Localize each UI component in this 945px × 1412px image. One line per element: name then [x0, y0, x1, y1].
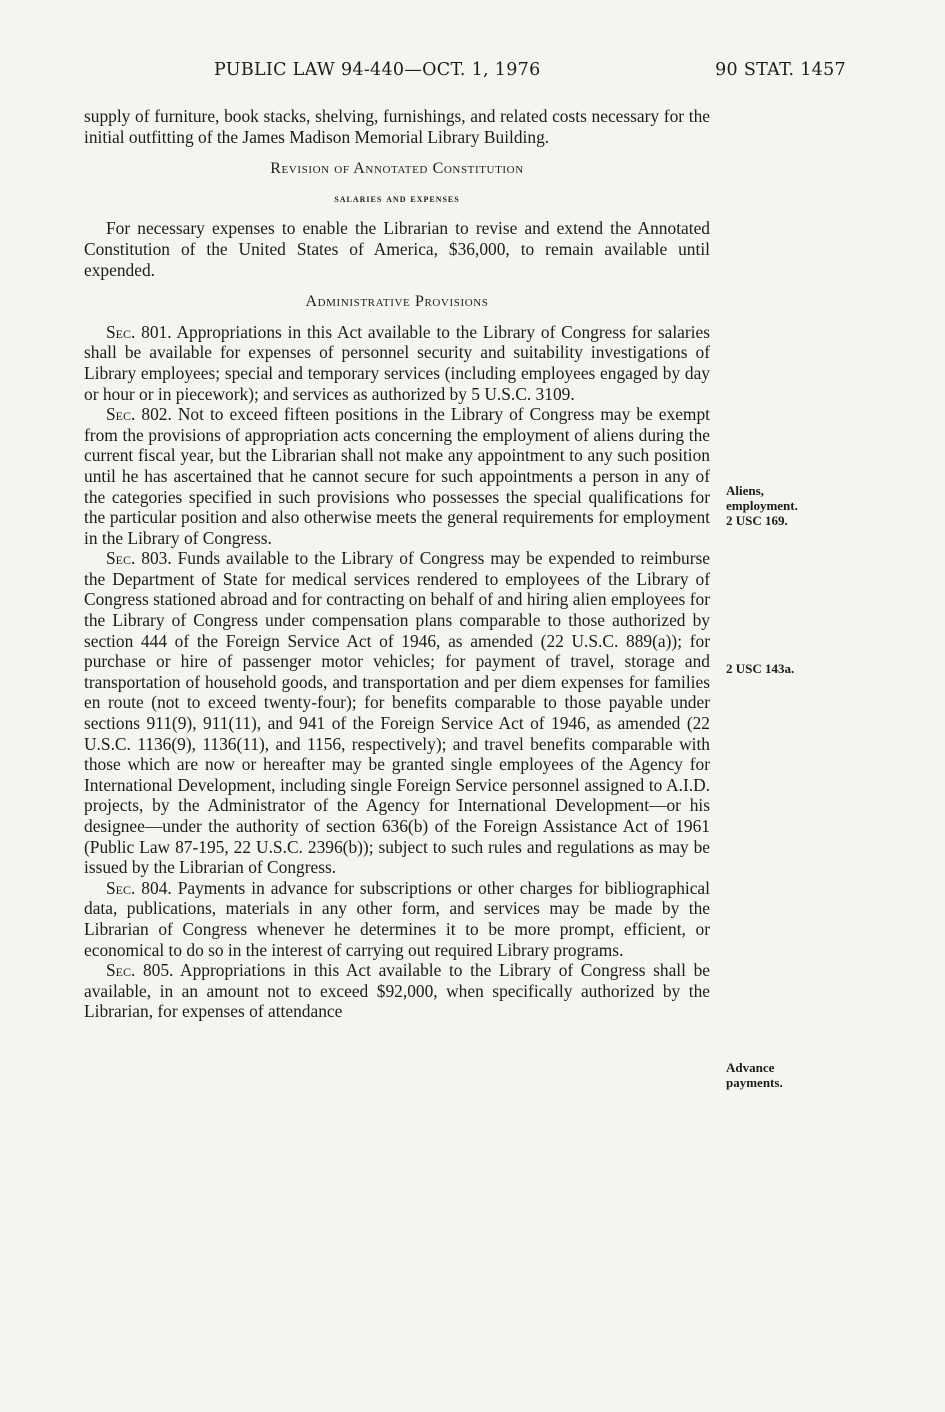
document-body	[84, 106, 710, 1022]
margin-note-line: Advance	[726, 1060, 775, 1075]
running-header	[84, 60, 846, 86]
sec-805-text: 805. Appropriations in this Act available to the Library of Congress shall be available, in an amount not to exceed $92,000, when specifically authorized by the Librarian, for expenses of attendance	[84, 960, 710, 1022]
margin-note-line: payments.	[726, 1075, 783, 1090]
public-law-citation: PUBLIC LAW 94-440—OCT. 1, 1976	[214, 60, 541, 80]
sec-802-text: 802. Not to exceed fifteen positions in the Library of Congress may be exempt from the provisions of appropriation acts concerning the employment of aliens during the current fiscal year, but the Librarian shall not make any appointment to any such position until he has ascertained that he cannot secure for such appointments a person in any of the categories specified in such provisions who possesses the special qualifications for the particular position and also otherwise meets the general requirements for employment in the Library of Congress.	[84, 404, 710, 548]
section-heading-administrative: Administrative Provisions	[305, 293, 489, 311]
revision-paragraph: For necessary expenses to enable the Librarian to revise and extend the Annotated Constitution of the United States of America, $36,000, to remain available until expended.	[84, 218, 710, 280]
sec-801-text: 801. Appropriations in this Act available to the Library of Congress for salaries shall be available for expenses of personnel security and suitability investigations of Library employees; special and temporary services (including employees engaged by day or hour or in piecework); and services as authorized by 5 U.S.C. 3109.	[84, 321, 710, 404]
statute-page-number: 90 STAT. 1457	[715, 60, 846, 80]
margin-note-usc-143a	[726, 661, 826, 676]
sec-803-paragraph	[84, 548, 710, 878]
section-heading-revision: Revision of Annotated Constitution	[270, 160, 524, 178]
sec-label: Sec.	[106, 960, 136, 981]
margin-note-line: 2 USC 169.	[726, 513, 788, 528]
sec-label: Sec.	[106, 404, 136, 425]
margin-note-line: Aliens,	[726, 483, 764, 498]
intro-paragraph: supply of furniture, book stacks, shelving, furnishings, and related costs necessary for the initial outfitting of the James Madison Memorial Library Building.	[84, 106, 710, 147]
sec-801-paragraph	[84, 322, 710, 404]
sec-804-text: 804. Payments in advance for subscriptions or other charges for bibliographical data, publications, materials in any other form, and services may be made by the Librarian of Congress whenever he determines it to be more prompt, efficient, or economical to do so in the interest of carrying out required Library programs.	[84, 877, 710, 960]
sec-804-paragraph	[84, 878, 710, 960]
sec-label: Sec.	[106, 877, 136, 898]
subheading-salaries: salaries and expenses	[334, 192, 460, 205]
sec-label: Sec.	[106, 548, 136, 569]
margin-note-advance-payments	[726, 1060, 826, 1090]
margin-note-line: 2 USC 143a.	[726, 661, 795, 676]
sec-805-paragraph	[84, 960, 710, 1022]
margin-note-aliens	[726, 483, 826, 528]
sec-802-paragraph	[84, 404, 710, 548]
sec-803-text: 803. Funds available to the Library of Congress may be expended to reimburse the Department of State for medical services rendered to employees of the Library of Congress stationed abroad and for contracting on behalf of and hiring alien employees for the Library of Congress under compensation plans comparable to those authorized by section 444 of the Foreign Service Act of 1946, as amended (22 U.S.C. 889(a)); for purchase or hire of passenger motor vehicles; for payment of travel, storage and transportation of household goods, and transportation and per diem expenses for families en route (not to exceed twenty-four); for benefits comparable to those payable under sections 911(9), 911(11), and 941 of the Foreign Service Act of 1946, as amended (22 U.S.C. 1136(9), 1136(11), and 1156, respectively); and travel benefits comparable with those which are now or hereafter may be granted single employees of the Agency for International Development, including single Foreign Service personnel assigned to A.I.D. projects, by the Administrator of the Agency for International Development—or his designee—under the authority of section 636(b) of the Foreign Assistance Act of 1961 (Public Law 87-195, 22 U.S.C. 2396(b)); subject to such rules and regulations as may be issued by the Librarian of Congress.	[84, 548, 710, 878]
margin-note-line: employment.	[726, 498, 798, 513]
sec-label: Sec.	[106, 321, 136, 342]
